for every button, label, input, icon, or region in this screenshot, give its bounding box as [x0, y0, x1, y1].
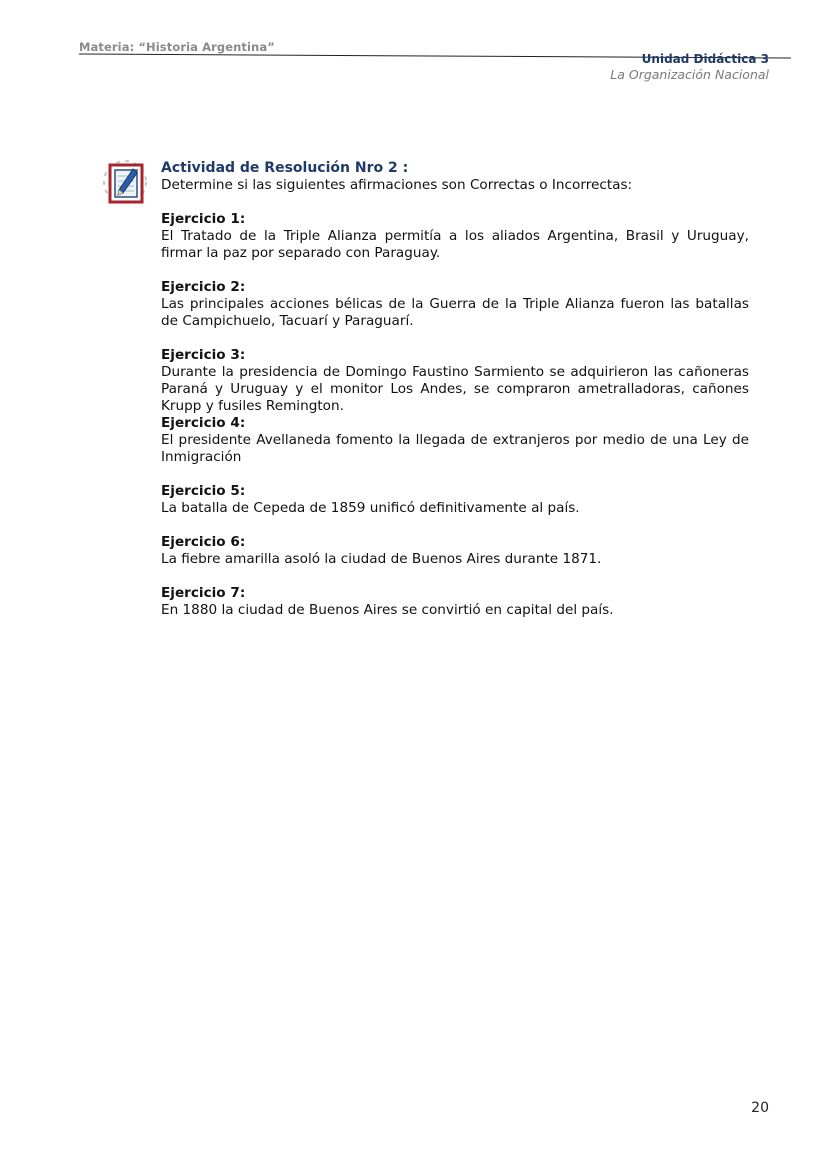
exercise-title: Ejercicio 7:	[161, 585, 246, 601]
exercise-1	[161, 211, 749, 262]
exercise-text: La fiebre amarilla asoló la ciudad de Buenos Aires durante 1871.	[161, 551, 602, 567]
exercise-text: En 1880 la ciudad de Buenos Aires se convirtió en capital del país.	[161, 602, 614, 618]
exercise-title: Ejercicio 6:	[161, 534, 246, 550]
exercise-title: Ejercicio 1:	[161, 211, 246, 227]
exercise-text: El presidente Avellaneda fomento la llegada de extranjeros por medio de una Ley de Inmigración	[161, 432, 749, 465]
exercise-text: Las principales acciones bélicas de la Guerra de la Triple Alianza fueron las batallas de Campichuelo, Tacuarí y Paraguarí.	[161, 296, 749, 329]
exercise-title: Ejercicio 5:	[161, 483, 246, 499]
activity-title: Actividad de Resolución Nro 2 :	[161, 160, 409, 176]
exercise-2	[161, 279, 749, 330]
exercise-5	[161, 483, 749, 517]
exercise-text: La batalla de Cepeda de 1859 unificó definitivamente al país.	[161, 500, 580, 516]
unit-subtitle: La Organización Nacional	[610, 67, 769, 82]
exercise-text: Durante la presidencia de Domingo Faustino Sarmiento se adquirieron las cañoneras Paraná y Uruguay y el monitor Los Andes, se compraron ametralladoras, cañones Krupp y fusiles Remington.	[161, 364, 749, 414]
page-number: 20	[751, 1100, 769, 1116]
exercise-3	[161, 347, 749, 415]
activity-content	[161, 160, 749, 619]
exercise-6	[161, 534, 749, 568]
subject-label: Materia: “Historia Argentina”	[79, 40, 275, 54]
exercise-text: El Tratado de la Triple Alianza permitía a los aliados Argentina, Brasil y Uruguay, firmar la paz por separado con Paraguay.	[161, 228, 749, 261]
exercise-7	[161, 585, 749, 619]
exercise-title: Ejercicio 3:	[161, 347, 246, 363]
exercise-title: Ejercicio 2:	[161, 279, 246, 295]
exercise-4	[161, 415, 749, 466]
pencil-notepad-icon	[103, 157, 153, 211]
activity-instructions: Determine si las siguientes afirmaciones son Correctas o Incorrectas:	[161, 177, 633, 193]
unit-title: Unidad Didáctica 3	[641, 52, 769, 66]
exercise-title: Ejercicio 4:	[161, 415, 246, 431]
